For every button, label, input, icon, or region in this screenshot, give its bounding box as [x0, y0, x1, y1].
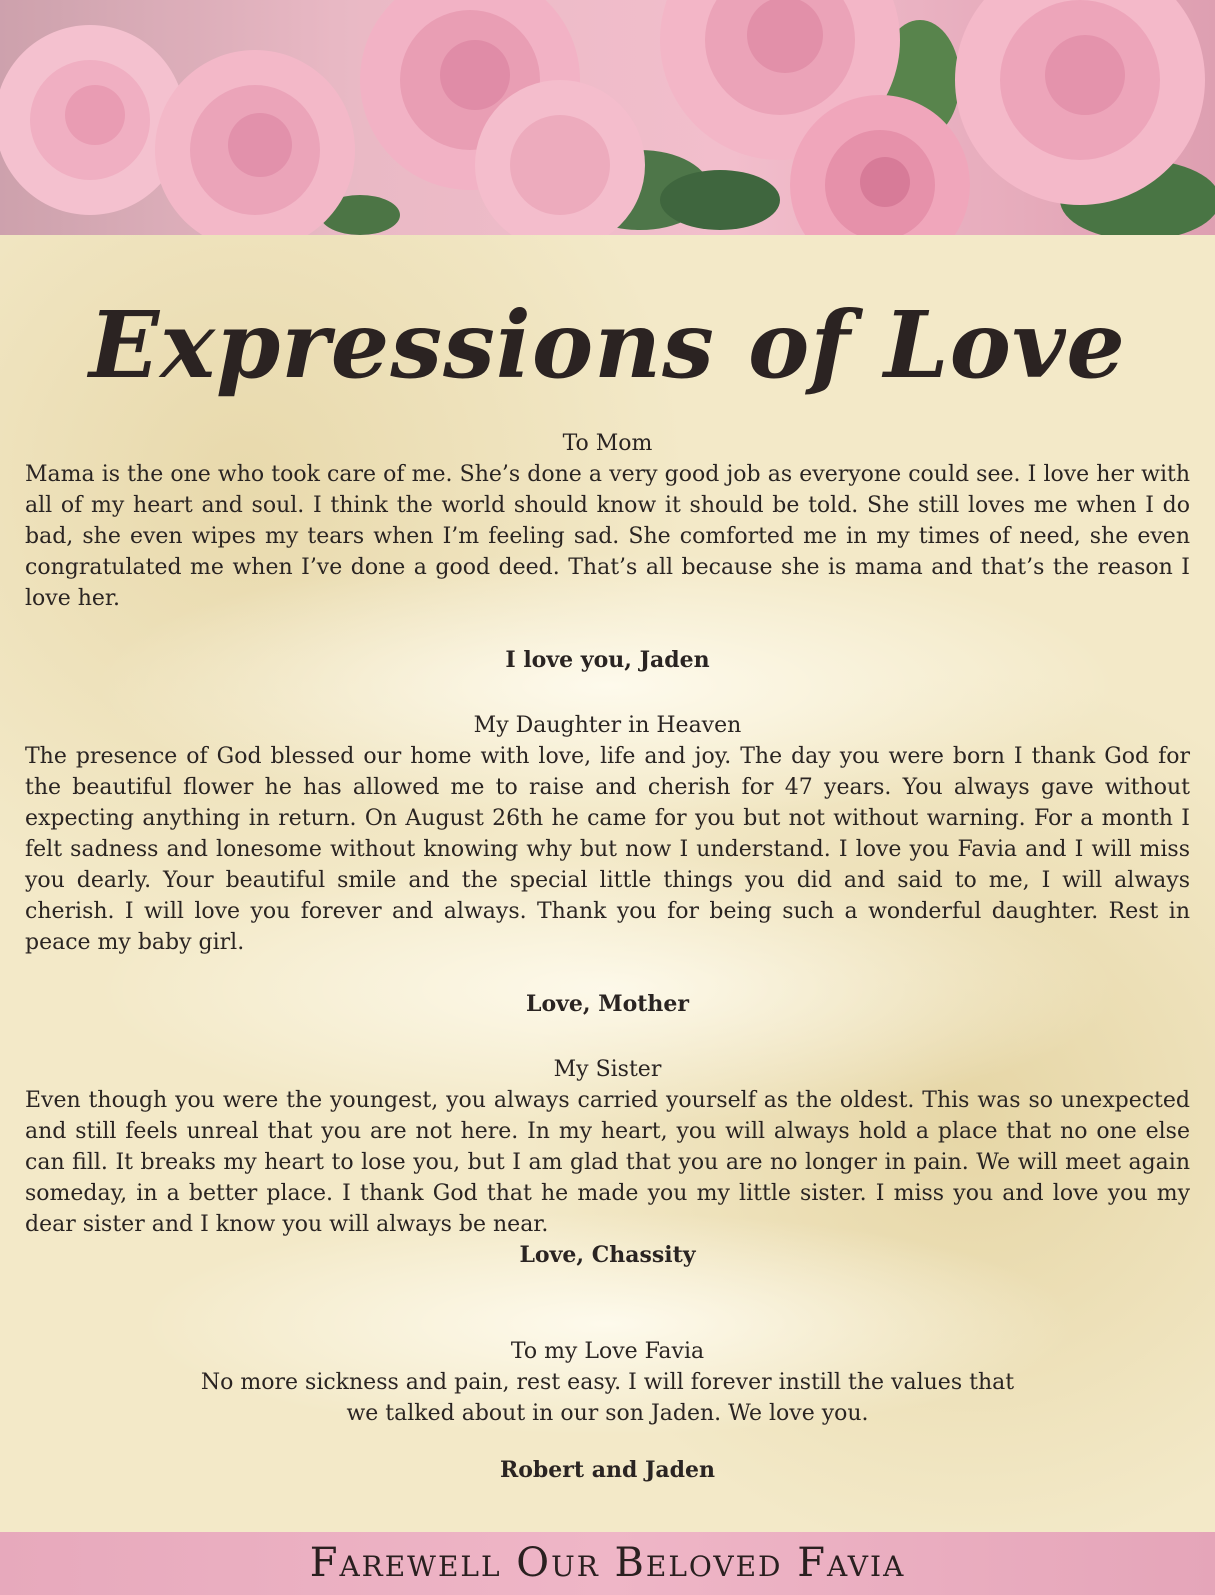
footer-band	[0, 1532, 1215, 1595]
title-area	[0, 250, 1215, 450]
tribute-section-to-mom	[25, 428, 1190, 676]
tribute-signature: Robert and Jaden	[499, 1457, 716, 1483]
footer-text: Farewell Our Beloved Favia	[309, 1540, 906, 1586]
tribute-section-daughter	[25, 710, 1190, 1020]
tribute-body: The presence of God blessed our home with love, life and joy. The day you were born I thank God for the beautiful flower he has allowed me to raise and cherish for 47 years. You always gave without expecting anything in return. On August 26th he came for you but not without warning. For a month I felt sadness and lonesome without knowing why but now I understand. I love you Favia and I will miss you dearly. Your beautiful smile and the special little things you did and said to me, I will always cherish. I will love you forever and always. Thank you for being such a wonderful daughter. Rest in peace my baby girl.	[25, 744, 1190, 955]
tribute-heading: To my Love Favia	[510, 1339, 705, 1364]
rose-banner-image	[0, 0, 1215, 235]
tribute-body: Mama is the one who took care of me. She’s done a very good job as everyone could see. I love her with all of my heart and soul. I think the world should know it should be told. She still loves me when I do bad, she even wipes my tears when I’m feeling sad. She comforted me in my times of need, she even congratulated me when I’ve done a good deed. That’s all because she is mama and that’s the reason I love her.	[25, 462, 1190, 611]
tribute-heading: My Sister	[553, 1057, 662, 1082]
tribute-heading: My Daughter in Heaven	[473, 713, 742, 738]
tribute-section-love	[25, 1336, 1190, 1486]
tribute-body-line: No more sickness and pain, rest easy. I will forever instill the values that	[200, 1370, 1015, 1395]
tribute-signature: I love you, Jaden	[505, 647, 710, 673]
tribute-body: Even though you were the youngest, you always carried yourself as the oldest. This was so unexpected and still feels unreal that you are not here. In my heart, you will always hold a place that no one else can fill. It breaks my heart to lose you, but I am glad that you are no longer in pain. We will meet again someday, in a better place. I thank God that he made you my little sister. I miss you and love you my dear sister and I know you will always be near.	[25, 1088, 1190, 1237]
tribute-heading: To Mom	[562, 431, 653, 456]
tribute-signature: Love, Chassity	[519, 1242, 696, 1268]
tribute-body-line: we talked about in our son Jaden. We love you.	[346, 1401, 869, 1426]
tribute-section-sister	[25, 1054, 1190, 1271]
page-title: Expressions of Love	[89, 291, 1126, 399]
tribute-signature: Love, Mother	[525, 991, 689, 1017]
